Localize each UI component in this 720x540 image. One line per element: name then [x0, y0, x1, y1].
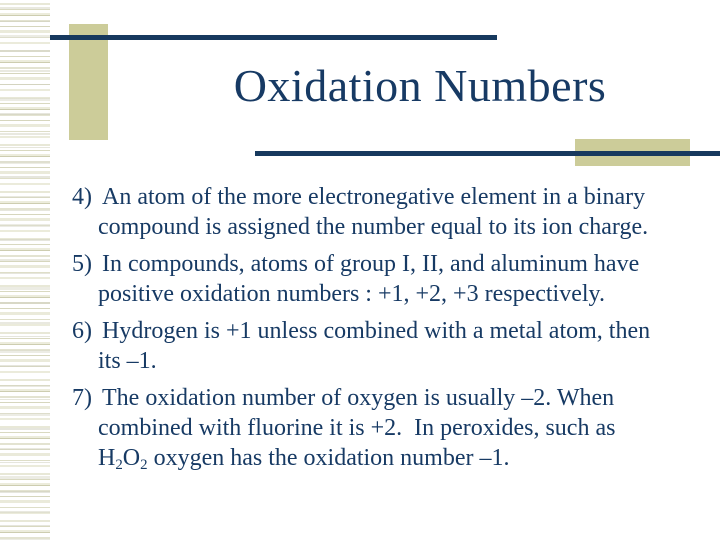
under-title-navy-rule — [255, 151, 720, 156]
list-item-4 — [72, 182, 672, 242]
text-line: An atom of the more electronegative element in a binary — [102, 184, 646, 210]
body-text — [72, 182, 672, 487]
tan-rectangle-top — [69, 24, 108, 140]
text-line: Hydrogen is +1 unless combined with a metal atom, then — [102, 318, 651, 344]
text-line: In compounds, atoms of group I, II, and aluminum have — [102, 251, 640, 277]
top-navy-rule — [50, 35, 497, 40]
text-line: combined with fluorine it is +2. In peroxides, such as — [98, 415, 616, 441]
formula-subscript: 2 — [140, 457, 148, 474]
text-line-formula — [72, 443, 672, 480]
text-line: compound is assigned the number equal to its ion charge. — [98, 214, 649, 240]
list-item-6 — [72, 316, 672, 376]
item-number: 4) — [72, 184, 92, 210]
formula-subscript: 2 — [115, 457, 123, 474]
list-item-7 — [72, 383, 672, 480]
text-line: The oxidation number of oxygen is usually –2. When — [102, 385, 615, 411]
item-number: 6) — [72, 318, 92, 344]
text-line: its –1. — [98, 348, 157, 374]
text-line: positive oxidation numbers : +1, +2, +3 respectively. — [98, 281, 605, 307]
formula-tail-text: oxygen has the oxidation number –1. — [147, 445, 510, 471]
item-number: 7) — [72, 385, 92, 411]
item-number: 5) — [72, 251, 92, 277]
formula-symbol: O — [122, 445, 141, 471]
left-stripe-band — [0, 0, 50, 540]
formula-symbol: H — [98, 445, 116, 471]
list-item-5 — [72, 249, 672, 309]
slide-title: Oxidation Numbers — [233, 60, 607, 111]
